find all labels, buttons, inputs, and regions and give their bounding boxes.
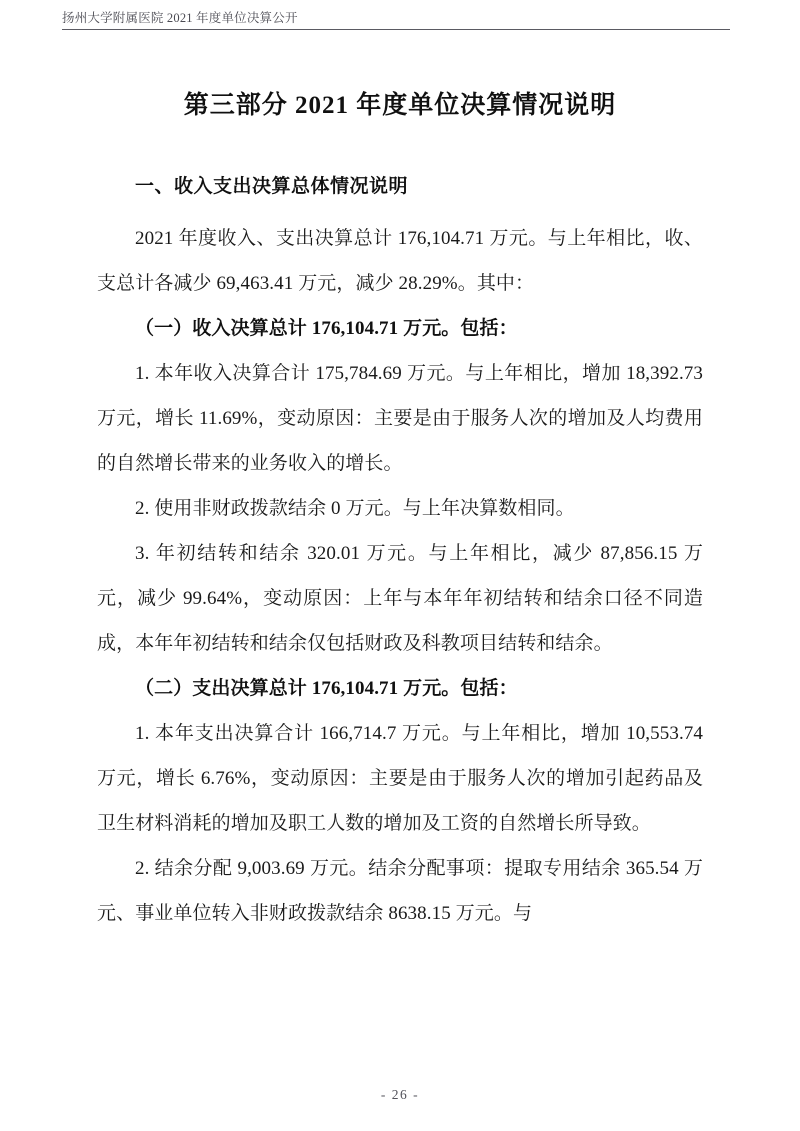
running-header-text: 扬州大学附属医院 2021 年度单位决算公开 (62, 11, 298, 25)
paragraph-income-item-1: 1. 本年收入决算合计 175,784.69 万元。与上年相比，增加 18,392.73 万元，增长 11.69%，变动原因：主要是由于服务人次的增加及人均费用的自然增长带来的业务收入的增长。 (97, 363, 703, 474)
paragraph-expense-item-1: 1. 本年支出决算合计 166,714.7 万元。与上年相比，增加 10,553.74 万元，增长 6.76%，变动原因：主要是由于服务人次的增加引起药品及卫生材料消耗的增加及职工人数的增加及工资的自然增长所导致。 (97, 723, 703, 834)
paragraph-income-item-3: 3. 年初结转和结余 320.01 万元。与上年相比，减少 87,856.15 万元，减少 99.64%，变动原因：上年与本年年初结转和结余口径不同造成，本年年初结转和结余仅包括财政及科教项目结转和结余。 (97, 543, 703, 654)
running-header (62, 9, 730, 31)
paragraph-income-item-2: 2. 使用非财政拨款结余 0 万元。与上年决算数相同。 (135, 498, 575, 519)
paragraph-expense-item-2: 2. 结余分配 9,003.69 万元。结余分配事项：提取专用结余 365.54 万元、事业单位转入非财政拨款结余 8638.15 万元。与 (97, 858, 703, 924)
paragraph-income-total-heading: （一）收入决算总计 176,104.71 万元。包括： (135, 318, 518, 339)
document-body (97, 88, 703, 936)
page-title: 第三部分 2021 年度单位决算情况说明 (183, 92, 617, 119)
paragraph-overview: 2021 年度收入、支出决算总计 176,104.71 万元。与上年相比，收、支总计各减少 69,463.41 万元，减少 28.29%。其中： (97, 228, 703, 294)
header-divider (62, 29, 730, 30)
section-heading: 一、收入支出决算总体情况说明 (135, 176, 409, 197)
paragraph-expense-total-heading: （二）支出决算总计 176,104.71 万元。包括： (135, 678, 518, 699)
page-footer (0, 1086, 800, 1104)
page-number: - 26 - (380, 1087, 420, 1102)
